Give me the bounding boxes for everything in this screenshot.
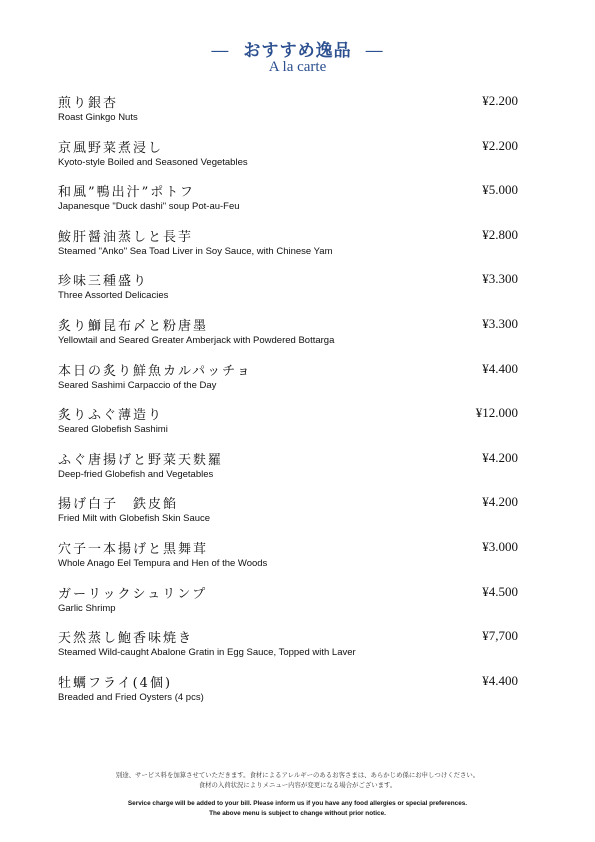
footer-gap (0, 790, 595, 799)
item-name-jp: 京風野菜煮浸し (58, 140, 164, 156)
item-name-en: Garlic Shrimp (58, 602, 116, 614)
item-price: ¥3.000 (482, 538, 518, 554)
title-dash-left: ― (211, 41, 230, 61)
menu-item (58, 181, 518, 226)
menu-item (58, 315, 518, 360)
item-price: ¥5.000 (482, 182, 518, 198)
item-price: ¥12.000 (475, 405, 518, 421)
menu-item (58, 270, 518, 315)
item-price: ¥4.500 (482, 583, 518, 599)
item-name-en: Breaded and Fried Oysters (4 pcs) (58, 691, 204, 703)
item-name-jp: 揚げ白子 鉄皮餡 (58, 497, 179, 513)
item-name-jp: 珍味三種盛り (58, 274, 149, 290)
footer-jp-line-1: 別途、サービス料を加算させていただきます。食材によるアレルギーのあるお客さまは、あらかじめ係にお申しつけください。 (115, 771, 480, 779)
item-name-en: Whole Anago Eel Tempura and Hen of the Woods (58, 557, 268, 569)
item-name-jp: 炙りふぐ薄造り (58, 408, 164, 424)
item-name-en: Roast Ginkgo Nuts (58, 112, 138, 123)
menu-item (58, 360, 518, 405)
item-price: ¥4.400 (482, 360, 518, 376)
footer-jp-line-2: 食材の入荷状況によりメニュー内容が変更になる場合がございます。 (198, 781, 397, 789)
menu-item (58, 627, 518, 672)
item-price: ¥3.300 (482, 315, 518, 331)
title-text: おすすめ逸品 (243, 41, 352, 61)
item-price: ¥2.200 (482, 137, 518, 153)
menu-item (58, 672, 518, 717)
menu-item (58, 226, 518, 271)
item-name-jp: 鮟肝醤油蒸しと長芋 (58, 229, 194, 245)
item-name-en: Seared Sashimi Carpaccio of the Day (58, 379, 217, 391)
item-price: ¥4.400 (482, 672, 518, 688)
item-name-jp: 本日の炙り鮮魚カルパッチョ (58, 363, 252, 379)
menu-list (58, 92, 518, 716)
item-name-jp: 炙り鰤昆布〆と粉唐墨 (58, 318, 209, 334)
item-name-jp: 煎り銀杏 (58, 96, 119, 111)
item-name-jp: 牡蠣フライ(4個) (58, 675, 173, 691)
page-title (0, 36, 595, 61)
title-dash-right: ― (365, 41, 384, 61)
page-subtitle: A la carte (268, 59, 327, 75)
item-price: ¥4.200 (482, 449, 518, 465)
item-price: ¥2.200 (482, 93, 518, 108)
item-name-en: Steamed Wild-caught Abalone Gratin in Egg Sauce, Topped with Laver (58, 647, 356, 659)
item-name-jp: 和風”鴨出汁”ポトフ (58, 185, 195, 201)
item-name-jp: 穴子一本揚げと黒舞茸 (58, 541, 209, 557)
menu-item (58, 404, 518, 449)
item-name-jp: ガーリックシュリンプ (58, 586, 208, 602)
item-name-en: Japanesque "Duck dashi" soup Pot-au-Feu (58, 201, 240, 213)
item-name-jp: 天然蒸し鮑香味焼き (58, 631, 194, 647)
item-name-jp: ふぐ唐揚げと野菜天麩羅 (58, 452, 224, 468)
footer-notes (0, 770, 595, 819)
item-name-en: Yellowtail and Seared Greater Amberjack with Powdered Bottarga (58, 334, 335, 346)
menu-item (58, 449, 518, 494)
item-name-en: Kyoto-style Boiled and Seasoned Vegetables (58, 156, 248, 168)
item-name-en: Fried Milt with Globefish Skin Sauce (58, 513, 211, 525)
item-name-en: Three Assorted Delicacies (58, 290, 169, 302)
item-name-en: Steamed "Anko" Sea Toad Liver in Soy Sauce, with Chinese Yam (58, 245, 333, 257)
item-name-en: Seared Globefish Sashimi (58, 424, 168, 436)
menu-item (58, 538, 518, 583)
item-price: ¥4.200 (482, 494, 518, 510)
item-price: ¥2.800 (482, 226, 518, 242)
menu-item (58, 493, 518, 538)
footer-en-line-2: The above menu is subject to change without prior notice. (209, 810, 386, 817)
menu-item (58, 92, 518, 137)
menu-item (58, 137, 518, 182)
item-price: ¥7,700 (482, 628, 518, 644)
item-price: ¥3.300 (482, 271, 518, 287)
item-name-en: Deep-fried Globefish and Vegetables (58, 468, 214, 480)
footer-en-line-1: Service charge will be added to your bill. Please inform us if you have any food allergies or special preferences. (127, 800, 468, 807)
menu-item (58, 583, 518, 628)
